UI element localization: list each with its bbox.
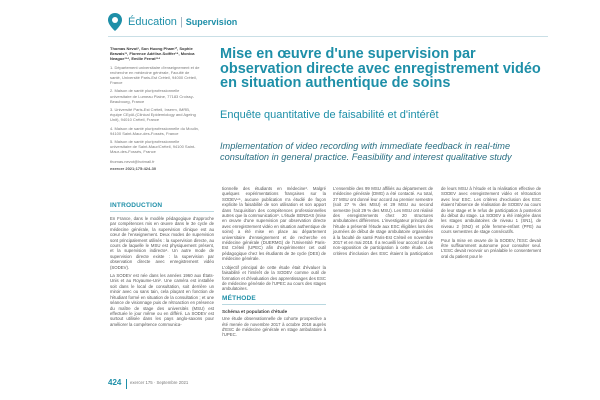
affiliation: 1. Département universitaire d'enseignement et de recherche en médecine générale, Faculté de santé, Université Paris-Est Créteil, 94000 Créteil, France [110, 64, 200, 86]
paragraph: Une étude observationnelle de cohorte prospective a été menée de novembre 2017 à octobre 2018 auprès d'ESC de médecine générale en stage ambulatoire à l'UPEC. [222, 316, 326, 338]
section-header [108, 13, 548, 35]
page-number: 424 [108, 378, 122, 387]
header-rule [108, 36, 548, 37]
heading-rule [110, 211, 214, 212]
article-reference: exercer 2021;175:424-30 [110, 165, 157, 171]
article-subtitle: Enquête quantitative de faisabilité et d'intérêt [220, 109, 439, 121]
affiliation: 3. Université Paris-Est Créteil, Inserm, IMRB, équipe CEpiA (Clinical Epidemiology and Ageing Unit), 94010 Créteil, France [110, 107, 196, 123]
english-title: Implementation of video recording with immediate feedback in real-time consultation in general practice. Feasibility and interest qualitative study [220, 141, 512, 162]
section-label [128, 16, 237, 28]
paragraph: tionnelle des étudiants en médecine³. Malgré quelques expérimentations françaises sur la SODEV⁴⁵, aucune publication n'a étudié de façon explicite la faisabilité de son utilisation et son apport dans l'acquisition des compétences professionnelles autres que la communication⁶. L'étude SENDAS (mise en œuvre d'une supervision par observation directe avec enregistrement vidéo en situation authentique de soins) a été mise en place au département universitaire d'enseignement et de recherche en médecine générale (DUERMG) de l'Université Paris-Est Créteil (UPEC) afin d'expérimenter cet outil pédagogique chez les étudiants de 3e cycle (DES) de médecine générale. [222, 186, 326, 262]
section-name: Éducation [128, 16, 177, 28]
heading-rule [222, 304, 326, 305]
paragraph: Pour la mise en œuvre de la SODEV, l'ESC devait être suffisamment autonome pour consulter seul. L'ESC devait recevoir un préalable le consentement oral du patient pour le [441, 237, 541, 259]
affiliation: 5. Maison de santé pluriprofessionnelle universitaire de Saint-Maur/Créteil, 94100 Saint-Maur-des-Fossés, France [110, 139, 196, 155]
paragraph: L'ensemble des 99 MSU affiliés au département de médecine générale (DMG) a été contacté. Au total, 27 MSU ont donné leur accord au premier semestre (soit 27 % des MSU) et 29 MSU au second semestre (soit 29 % des MSU). Les MSU ont réalisé des enregistrements chez 20 structures ambulatoires différentes. L'investigateur principal de l'étude a présenté l'étude aux ESC éligibles lors des journées de début de stage ambulatoire organisées à la faculté de santé Paris-Est Créteil en novembre 2017 et en mai 2018. Il a recueilli leur accord oral de non-opposition de participation à cette étude. Les critères d'inclusion des ESC étaient la participation de leurs MSU à l'étude et la réalisation effective de SODEV avec enregistrement vidéo et rétroaction avec leur ESC. Les critères d'exclusion des ESC étaient l'absence de réalisation de SODEV au cours de leur stage et le refus de participation à posteriori du début du stage. La SODEV a été intégrée dans les stages ambulatoires de niveau 1 (SN1), de niveau 2 (SN2) et pôle femme-enfant (PFE) au cours semestres de stage consécutifs. [333, 186, 541, 256]
affiliation: 4. Maison de santé pluriprofessionnelle du Moulin, 94100 Saint-Maur-des-Fossés, France [110, 125, 199, 136]
introduction-heading: INTRODUCTION [110, 202, 163, 209]
author-block [110, 46, 200, 171]
body-column-1 [110, 200, 214, 330]
subsection-heading: Schéma et population d'étude [222, 308, 288, 314]
author-email[interactable]: thomas.nevot@hotmail.fr [110, 158, 155, 164]
author-names: Thomas Nevot¹, Son Huong Pham¹², Sophie Bravais¹³, Florence Adélise-Soiffer¹⁴, Monica Neagoe¹³⁴, Emilie Ferrat¹³⁴ [110, 46, 195, 62]
body-column-3 [333, 186, 541, 374]
affiliation: 2. Maison de santé pluriprofessionnelle universitaire de Lumeau Plaine, 77183 Croissy-Beaubourg, France [110, 88, 195, 104]
page-footer [108, 378, 258, 392]
subsection-name: Supervision [185, 17, 238, 27]
method-heading: MÉTHODE [222, 294, 256, 302]
paragraph: La SODEV est née dans les années 1960 aux États-Unis et au Royaume-Uni². Une caméra est installée soit dans le local de consultation, soit derrière un miroir avec ou sans tain, cela plaçant en fonction de l'étudiant formé en situation de la consultation ; et une séance de visionnage puis de rétroaction en présence du maître de stage des universités (MSU) est effectuée le jour même ou en différé. La SODEV est surtout utilisée dans les pays anglo-saxons pour améliorer la compétence communica- [110, 273, 214, 327]
paragraph: En France, dans le modèle pédagogique d'approche par compétences mis en œuvre dans le 3e cycle de médecine générale, la supervision clinique est au cœur de l'enseignement. Deux modes de supervision sont principalement utilisés : la supervision directe, au cours de laquelle le MSU est physiquement présent, et la supervision indirecte¹. Un autre mode de supervision directe existe : la supervision par observation directe avec enregistrement vidéo (SODEV). [110, 216, 214, 270]
footer-separator [126, 379, 127, 389]
article-title: Mise en œuvre d'une supervision par observation directe avec enregistrement vidéo en situation authentique de soins [220, 46, 541, 91]
section-separator: | [179, 16, 183, 28]
journal-info: exercer 175 · Septembre 2021 [130, 380, 189, 385]
location-pin-icon [108, 13, 122, 31]
body-column-2 [222, 186, 326, 341]
paragraph: L'objectif principal de cette étude était d'évaluer la faisabilité et l'intérêt de la SODEV comme outil de formation et d'évaluation des apprentissages des ESC de médecine générale de l'UPEC au cours des stages ambulatoires. [222, 264, 326, 292]
